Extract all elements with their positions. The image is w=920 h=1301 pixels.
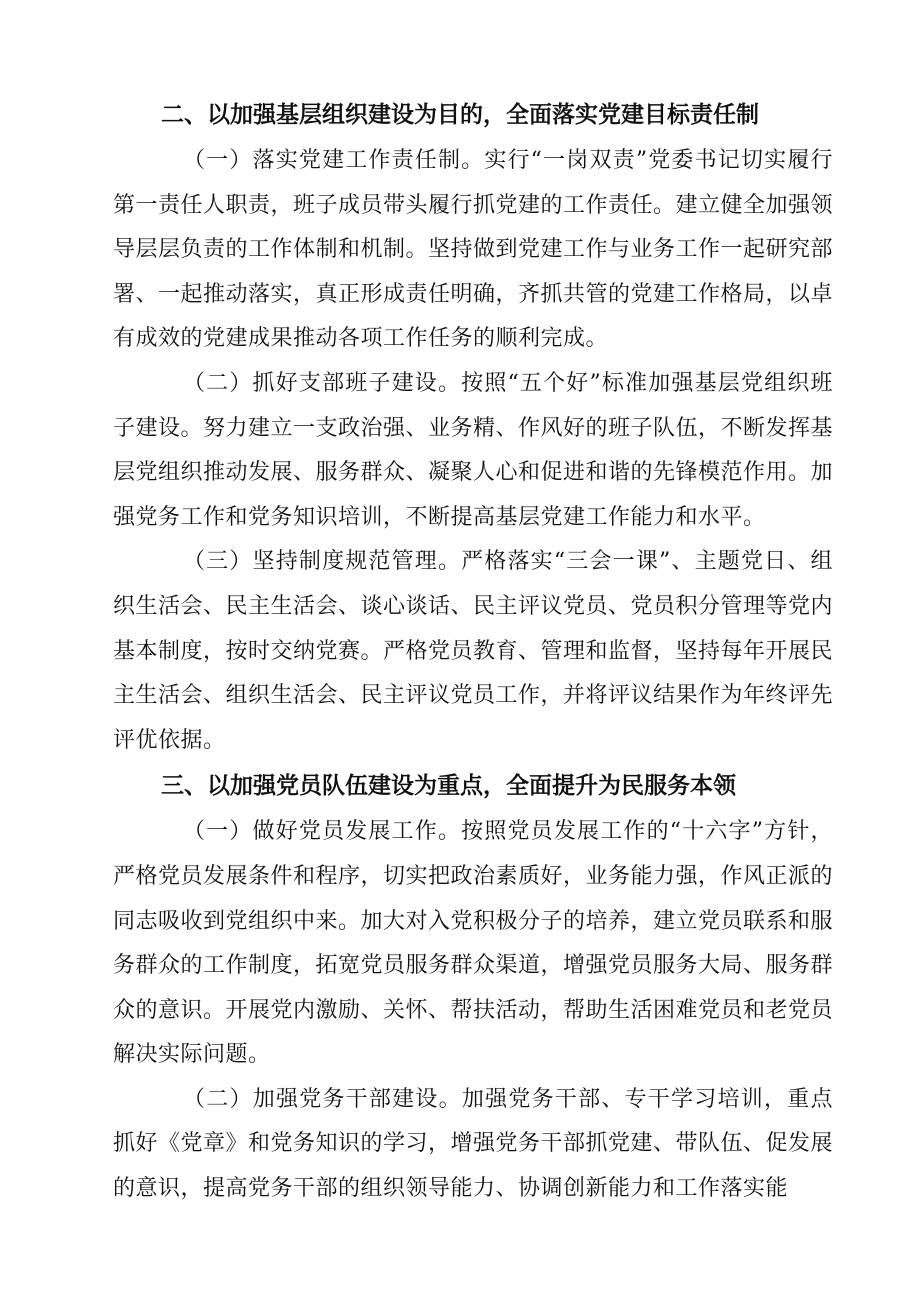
paragraph-3-1: （一）做好党员发展工作。按照党员发展工作的“十六字”方针，严格党员发展条件和程序，切实把政治素质好，业务能力强，作风正派的同志吸收到党组织中来。加大对入党积极分子的培养，建立党员联系和服务群众的工作制度，拓宽党员服务群众渠道，增强党员服务大局、服务群众的意识。开展党内激励、关怀、帮扶活动，帮助生活困难党员和老党员解决实际问题。 (113, 819, 834, 1068)
paragraph-3-2: （二）加强党务干部建设。加强党务干部、专干学习培训，重点抓好《党章》和党务知识的学习，增强党务干部抓党建、带队伍、促发展的意识，提高党务干部的组织领导能力、协调创新能力和工作落实能 (113, 1086, 834, 1202)
paragraph-2-2: （二）抓好支部班子建设。按照“五个好”标准加强基层党组织班子建设。努力建立一支政治强、业务精、作风好的班子队伍，不断发挥基层党组织推动发展、服务群众、凝聚人心和促进和谐的先锋模范作用。加强党务工作和党务知识培训，不断提高基层党建工作能力和水平。 (113, 370, 834, 530)
paragraph-2-1: （一）落实党建工作责任制。实行“一岗双责”党委书记切实履行第一责任人职责，班子成员带头履行抓党建的工作责任。建立健全加强领导层层负责的工作体制和机制。坚持做到党建工作与业务工作一起研究部署、一起推动落实，真正形成责任明确，齐抓共管的党建工作格局，以卓有成效的党建成果推动各项工作任务的顺利完成。 (113, 148, 834, 352)
document-body (113, 92, 833, 1212)
section-heading-2: 二、以加强基层组织建设为目的，全面落实党建目标责任制 (161, 102, 759, 128)
section-heading-3: 三、以加强党员队伍建设为重点，全面提升为民服务本领 (161, 773, 736, 800)
paragraph-2-3: （三）坚持制度规范管理。严格落实“三会一课”、主题党日、组织生活会、民主生活会、谈心谈话、民主评议党员、党员积分管理等党内基本制度，按时交纳党赛。严格党员教育、管理和监督，坚持每年开展民主生活会、组织生活会、民主评议党员工作，并将评议结果作为年终评先评优依据。 (113, 549, 834, 753)
